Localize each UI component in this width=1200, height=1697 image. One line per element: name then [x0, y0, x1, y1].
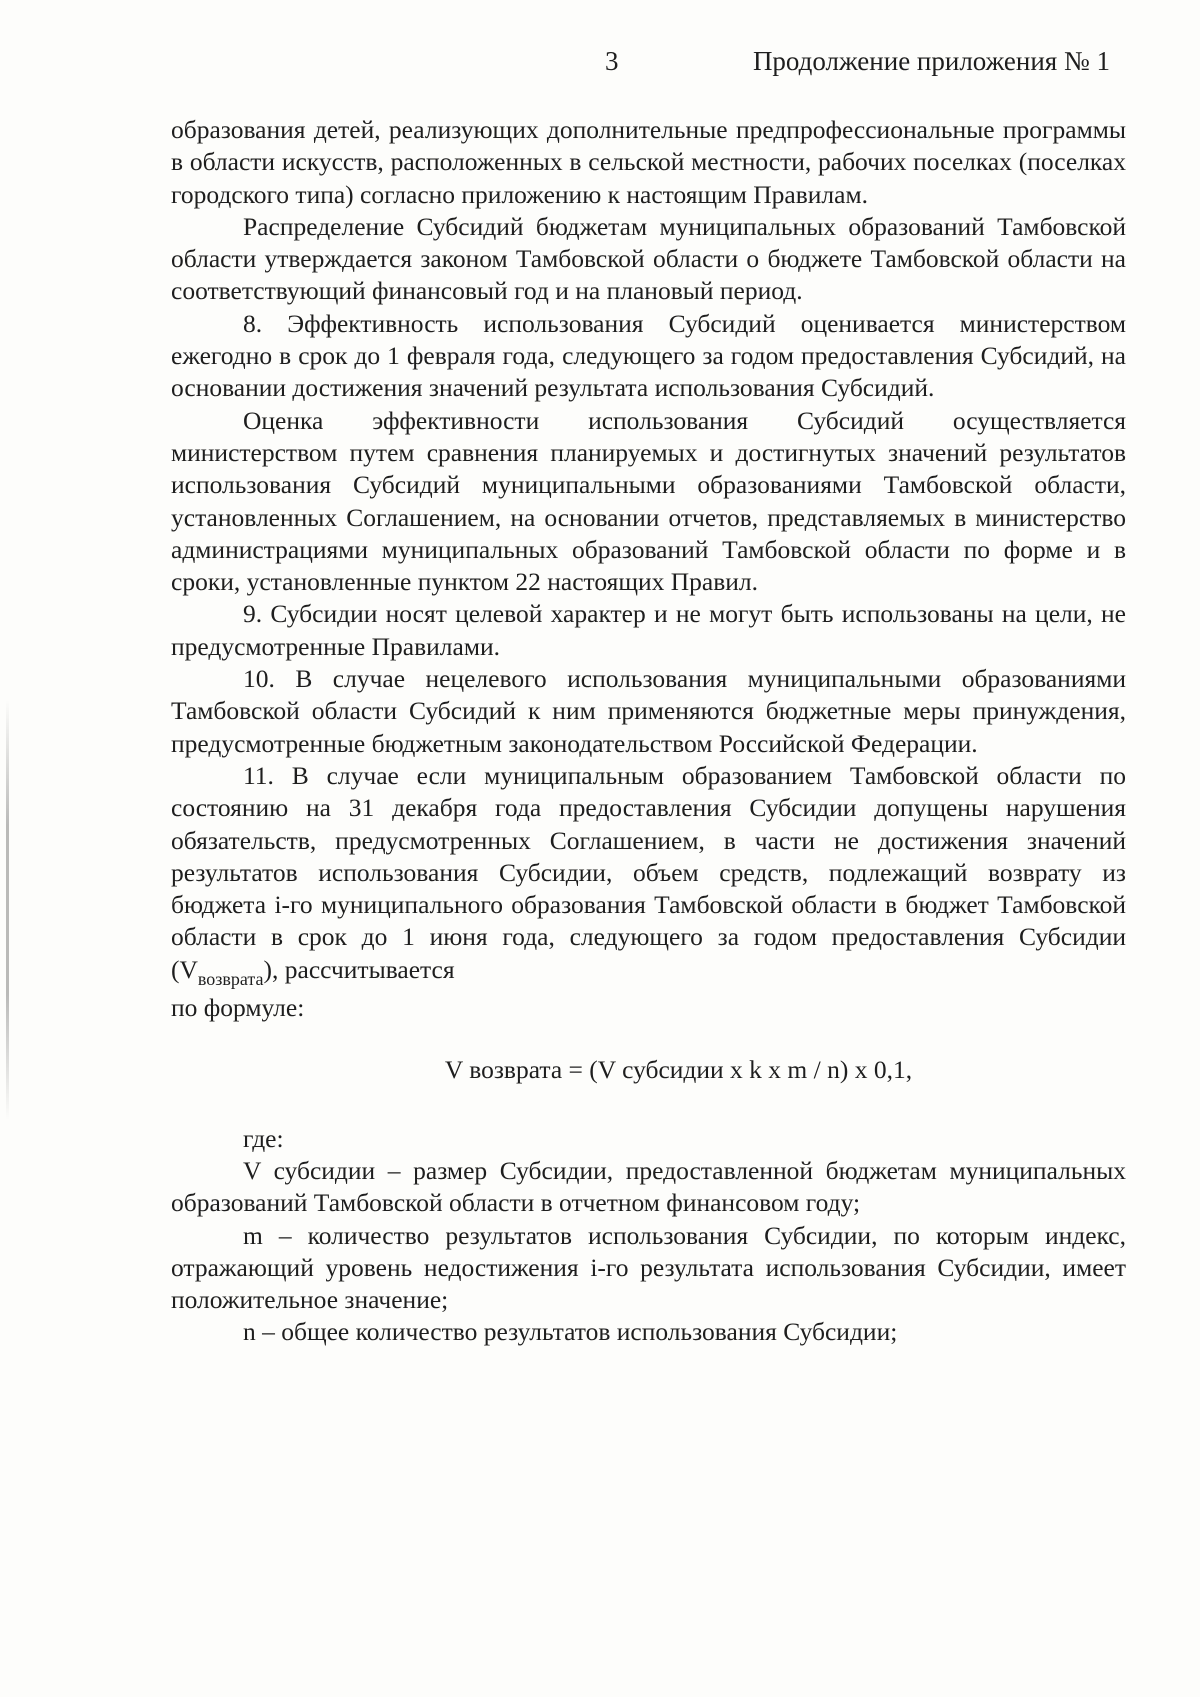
paragraph-by-formula: по формуле: [171, 993, 305, 1023]
paragraph-distribution: Распределение Субсидий бюджетам муниципальных образований Тамбовской области утверждается законом Тамбовской области о бюджете Тамбовской области на соответствующий финансовый год и на плановый период. [171, 211, 1126, 306]
definition-v-subsidy: V субсидии – размер Субсидии, предоставленной бюджетам муниципальных образований Тамбовской области в отчетном финансовом году; [171, 1155, 1126, 1218]
subscript-return: возврата [197, 968, 264, 989]
item-11-tail: ), рассчитывается [263, 954, 455, 984]
document-body [171, 114, 1126, 1349]
continuation-header: Продолжение приложения № 1 [752, 46, 1110, 76]
paragraph-item-9: 9. Субсидии носят целевой характер и не могут быть использованы на цели, не предусмотренные Правилами. [171, 599, 1126, 661]
scan-edge-shadow [6, 700, 9, 1120]
definition-m: m – количество результатов использования Субсидии, по которым индекс, отражающий уровень недостижения i-го результата использования Субсидии, имеет положительное значение; [171, 1220, 1126, 1315]
paragraph-continuation: образования детей, реализующих дополнительные предпрофессиональные программы в области искусств, расположенных в сельской местности, рабочих поселках (поселках городского типа) согласно приложению к настоящим Правилам. [171, 115, 1126, 209]
formula: V возврата = (V субсидии x k x m / n) x 0,1, [444, 1055, 913, 1085]
where-label: где: [243, 1123, 284, 1153]
paragraph-evaluation: Оценка эффективности использования Субсидий осуществляется министерством путем сравнения планируемых и достигнутых значений результатов использования Субсидий муниципальными образованиями Тамбовской области, установленных Соглашением, на основании отчетов, представляемых в министерство администрациями муниципальных образований Тамбовской области по форме и в сроки, установленные пунктом 22 настоящих Правил. [171, 405, 1126, 597]
paragraph-item-10: 10. В случае нецелевого использования муниципальными образованиями Тамбовской области Субсидий к ним применяются бюджетные меры принуждения, предусмотренные бюджетным законодательством Российской Федерации. [171, 664, 1126, 758]
definition-n: n – общее количество результатов использования Субсидии; [243, 1317, 898, 1347]
page-number: 3 [605, 46, 619, 76]
paragraph-item-8: 8. Эффективность использования Субсидий оценивается министерством ежегодно в срок до 1 февраля года, следующего за годом предоставления Субсидий, на основании достижения значений результата использования Субсидий. [171, 308, 1126, 403]
item-11-text: 11. В случае если муниципальным образованием Тамбовской области по состоянию на 31 декабря года предоставления Субсидии допущены нарушения обязательств, предусмотренных Соглашением, в части не достижения значений результатов использования Субсидии, объем средств, подлежащий возврату из бюджета i-го муниципального образования Тамбовской области в бюджет Тамбовской области в срок до 1 июня года, следующего за годом предоставления Субсидии (V [171, 760, 1126, 984]
paragraph-item-11 [171, 760, 1126, 989]
